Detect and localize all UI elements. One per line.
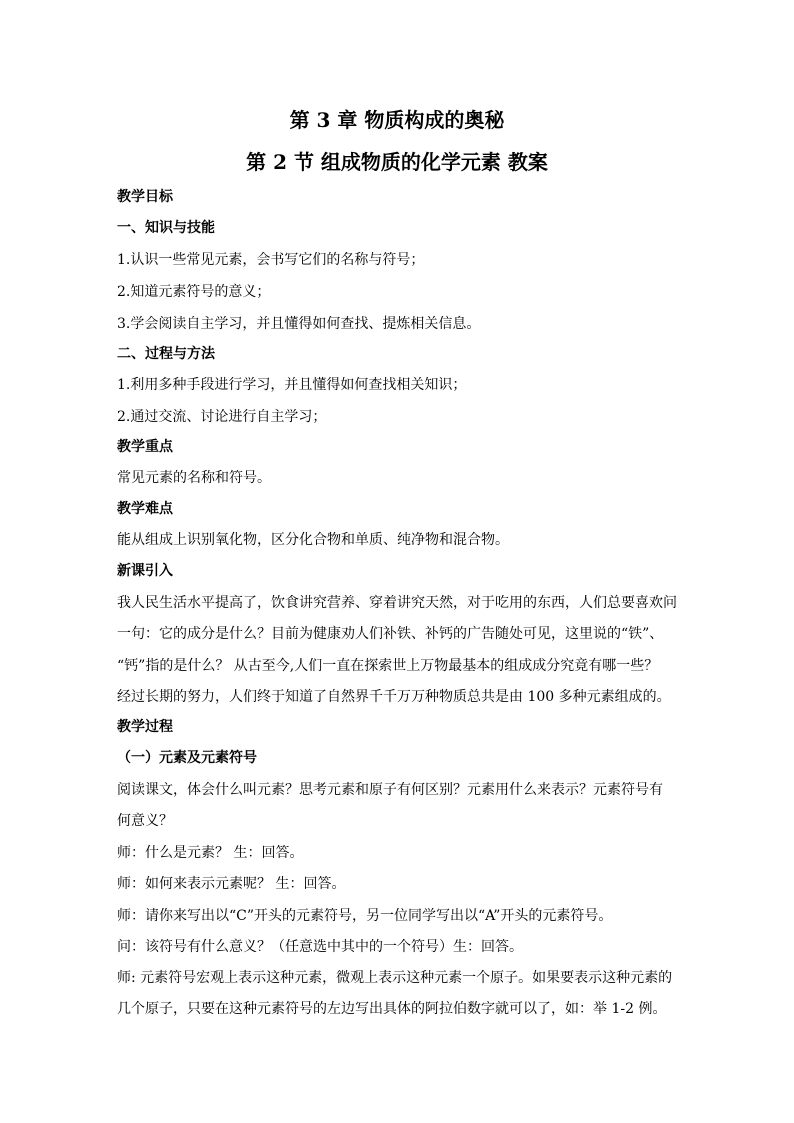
heading-difficult-points: 教学难点: [117, 501, 173, 517]
paragraph-line: 经过长期的努力，人们终于知道了自然界千千万万种物质总共是由 100 多种元素组成的。: [117, 689, 671, 705]
heading-key-points: 教学重点: [117, 439, 173, 455]
paragraph-line: 我人民生活水平提高了，饮食讲究营养、穿着讲究天然，对于吃用的东西，人们总要喜欢问: [117, 595, 677, 611]
section-title: 第 2 节 组成物质的化学元素 教案: [246, 150, 548, 174]
heading-new-lesson-intro: 新课引入: [117, 563, 173, 579]
paragraph-line: 阅读课文，体会什么叫元素？思考元素和原子有何区别？元素用什么来表示？元素符号有: [117, 782, 663, 798]
paragraph-line: 何意义？: [117, 813, 173, 829]
paragraph-line: 师：什么是元素？ 生：回答。: [117, 845, 304, 861]
paragraph-line: 能从组成上识别氧化物，区分化合物和单质、纯净物和混合物。: [117, 532, 509, 548]
paragraph-line: 师: 元素符号宏观上表示这种元素，微观上表示这种元素一个原子。如果要表示这种元素的: [117, 970, 673, 986]
heading-teaching-goals: 教学目标: [117, 189, 173, 205]
paragraph-line: 2.通过交流、讨论进行自主学习；: [117, 409, 327, 425]
paragraph-line: 1.利用多种手段进行学习，并且懂得如何查找相关知识；: [117, 377, 467, 393]
paragraph-line: 师：如何来表示元素呢？ 生：回答。: [117, 876, 346, 892]
paragraph-line: 3.学会阅读自主学习，并且懂得如何查找、提炼相关信息。: [117, 316, 481, 332]
paragraph-line: 问：该符号有什么意义？（任意选中其中的一个符号）生：回答。: [117, 939, 523, 955]
heading-process-methods: 二、过程与方法: [117, 346, 215, 362]
heading-knowledge-skills: 一、知识与技能: [117, 220, 215, 236]
paragraph-line: “钙”指的是什么？ 从古至今,人们一直在探索世上万物最基本的组成成分究竟有哪一些？: [117, 658, 659, 674]
heading-teaching-process: 教学过程: [117, 719, 173, 735]
heading-elements-symbols: （一）元素及元素符号: [117, 750, 257, 766]
paragraph-line: 几个原子，只要在这种元素符号的左边写出具体的阿拉伯数字就可以了，如：举 1-2 例。: [117, 1001, 667, 1017]
paragraph-line: 一句：它的成分是什么？目前为健康劝人们补铁、补钙的广告随处可见，这里说的“铁”、: [117, 626, 664, 642]
paragraph-line: 2.知道元素符号的意义；: [117, 284, 271, 300]
paragraph-line: 师：请你来写出以“C”开头的元素符号，另一位同学写出以“A”开头的元素符号。: [117, 908, 613, 924]
chapter-title: 第 3 章 物质构成的奥秘: [289, 108, 505, 132]
paragraph-line: 1.认识一些常见元素，会书写它们的名称与符号；: [117, 252, 425, 268]
paragraph-line: 常见元素的名称和符号。: [117, 470, 271, 486]
